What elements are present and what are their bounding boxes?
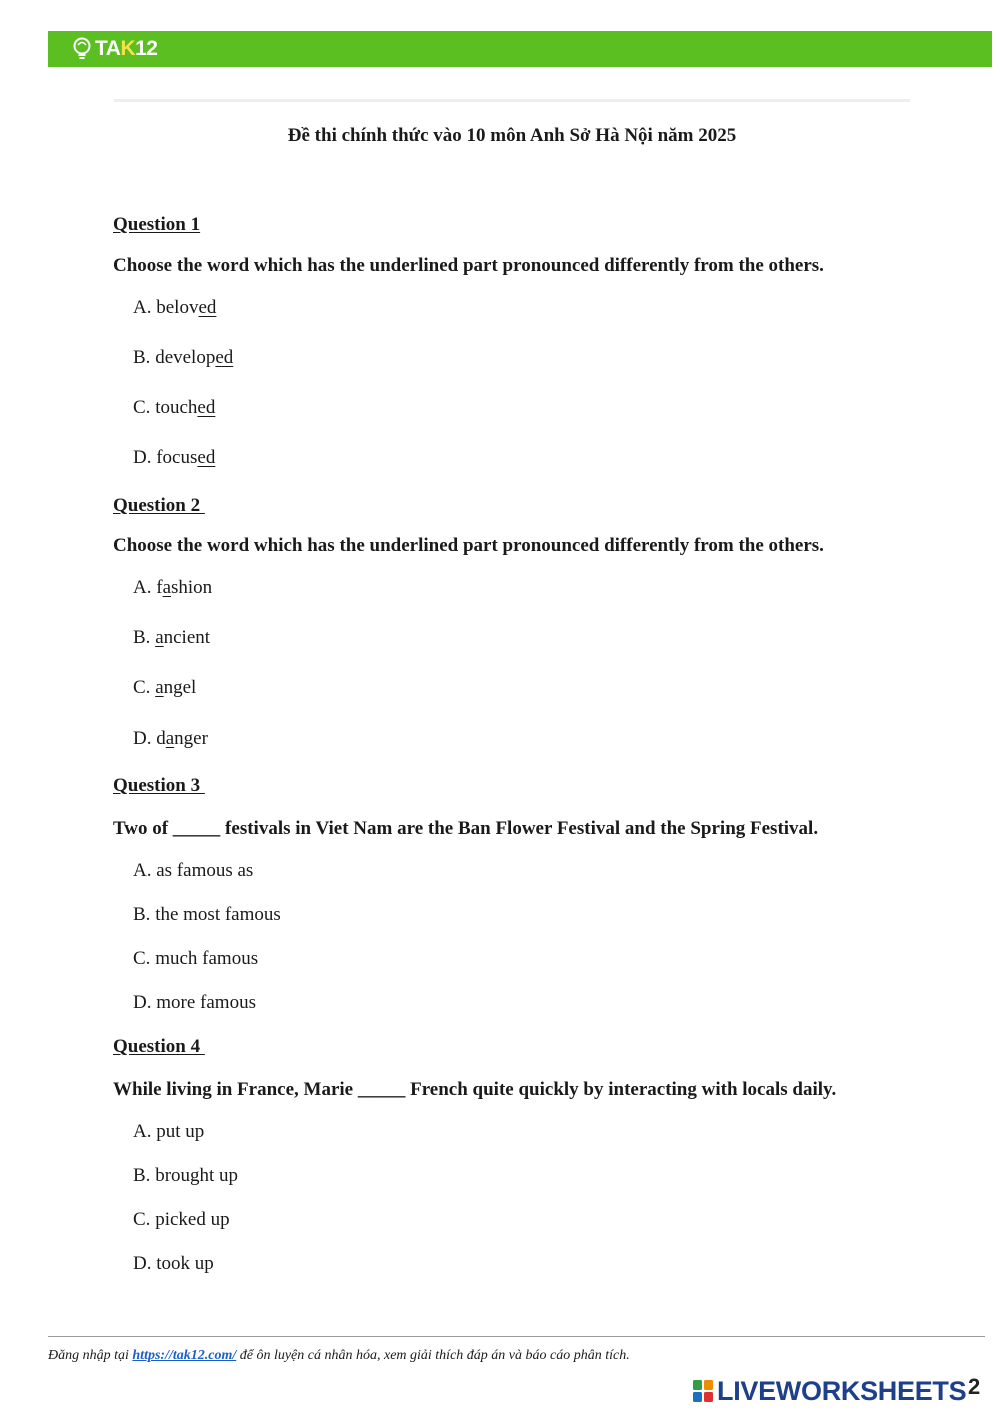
question-4-prompt: While living in France, Marie _____ French quite quickly by interacting with locals daily.: [113, 1079, 837, 1100]
question-2-option-c[interactable]: C. angel: [133, 677, 197, 698]
brand-name: TAK12: [95, 37, 158, 60]
question-3-option-d[interactable]: D. more famous: [133, 992, 256, 1013]
question-2-option-d[interactable]: D. danger: [133, 728, 208, 749]
question-2-heading: Question 2: [113, 495, 205, 516]
question-4-option-b[interactable]: B. brought up: [133, 1165, 239, 1186]
footer-note: Đăng nhập tại https://tak12.com/ để ôn luyện cá nhân hóa, xem giải thích đáp án và báo cáo phân tích.: [48, 1348, 630, 1363]
question-3-option-b[interactable]: B. the most famous: [133, 904, 281, 925]
page-number: 2: [968, 1374, 981, 1399]
document-title: Đề thi chính thức vào 10 môn Anh Sở Hà Nội năm 2025: [287, 125, 737, 146]
liveworksheets-grid-icon: [692, 1379, 714, 1403]
question-1-option-b[interactable]: B. developed: [133, 347, 234, 368]
question-4-option-c[interactable]: C. picked up: [133, 1209, 230, 1230]
tak12-link[interactable]: https://tak12.com/: [132, 1348, 237, 1363]
question-2-option-a[interactable]: A. fashion: [133, 577, 213, 598]
question-1-option-d[interactable]: D. focused: [133, 447, 216, 468]
top-divider: [114, 99, 910, 102]
bulb-icon: [72, 37, 92, 61]
question-1-heading: Question 1: [113, 214, 201, 235]
liveworksheets-logo[interactable]: [692, 1376, 966, 1406]
question-3-heading: Question 3: [113, 775, 205, 796]
question-1-option-a[interactable]: A. beloved: [133, 297, 217, 318]
question-2-prompt: Choose the word which has the underlined part pronounced differently from the others.: [113, 535, 824, 556]
question-3-option-a[interactable]: A. as famous as: [133, 860, 254, 881]
header-bar: [48, 31, 992, 67]
question-3-prompt: Two of _____ festivals in Viet Nam are the Ban Flower Festival and the Spring Festival.: [113, 818, 819, 839]
question-4-option-d[interactable]: D. took up: [133, 1253, 214, 1274]
footer-divider: [48, 1336, 985, 1337]
liveworksheets-brand: LIVEWORKSHEETS: [717, 1376, 967, 1406]
question-1-option-c[interactable]: C. touched: [133, 397, 216, 418]
question-1-prompt: Choose the word which has the underlined part pronounced differently from the others.: [113, 255, 824, 276]
question-4-heading: Question 4: [113, 1036, 205, 1057]
question-4-option-a[interactable]: A. put up: [133, 1121, 205, 1142]
question-3-option-c[interactable]: C. much famous: [133, 948, 259, 969]
question-2-option-b[interactable]: B. ancient: [133, 627, 211, 648]
tak12-logo[interactable]: [72, 35, 157, 63]
